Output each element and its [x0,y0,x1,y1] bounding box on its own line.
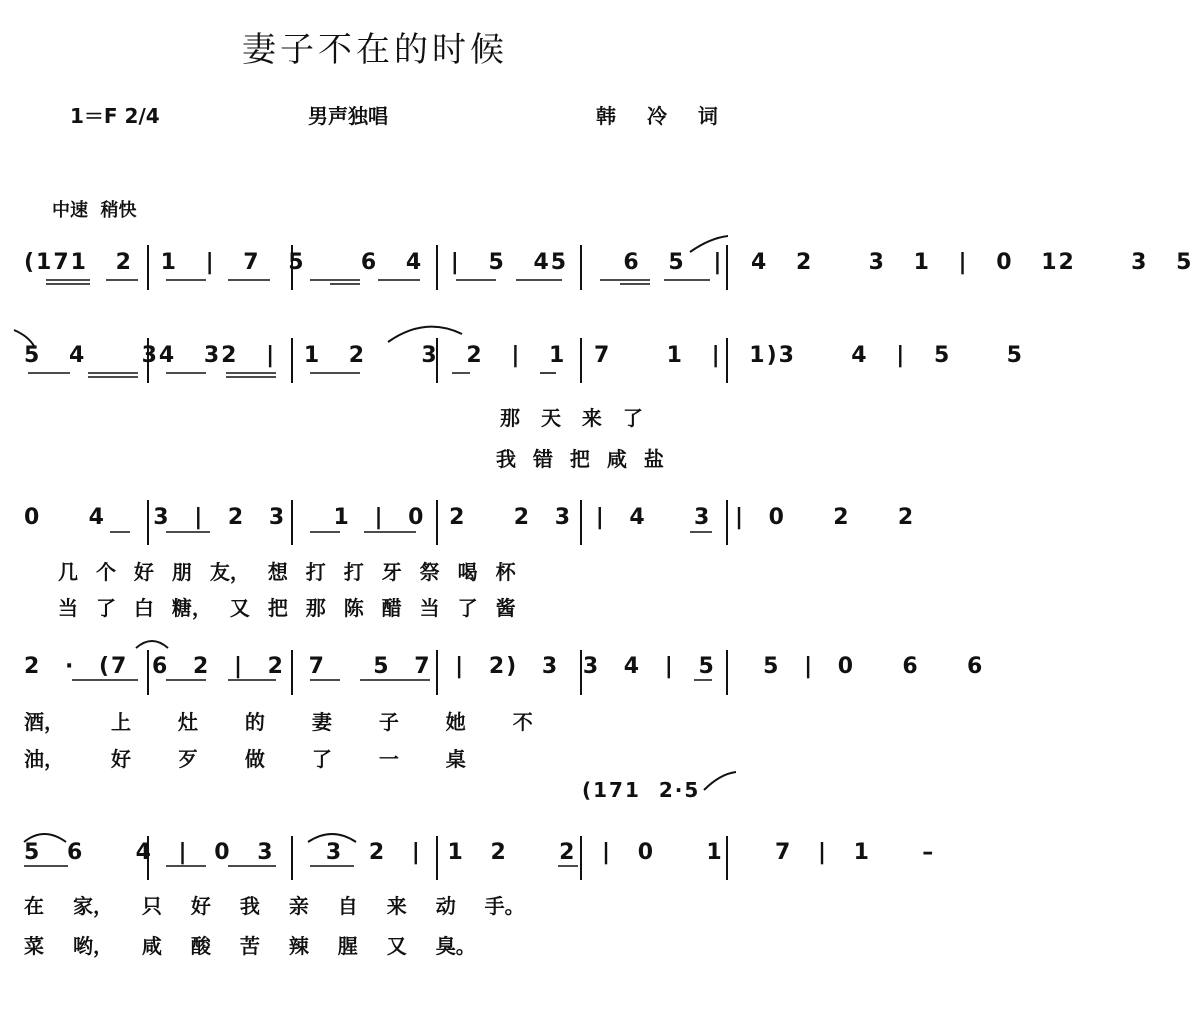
system-3-lyrics-verse-1: 几 个 好 朋 友， 想 打 打 牙 祭 喝 杯 [58,560,516,584]
time-signature: 2/4 [124,104,160,128]
tempo-marking: 中速 稍快 [52,200,137,221]
performance-type: 男声独唱 [308,104,388,128]
system-2-lyrics-verse-2: 我 错 把 咸 盐 [496,447,664,471]
system-3-notes: 0 4 3 | 2 3 1 | 0 2 2 3 | 4 3 | 0 2 2 [24,505,916,530]
system-4-lyrics-verse-1: 酒， 上 灶 的 妻 子 她 不 [24,710,533,734]
lyricist-credit: 韩 冷 词 [596,104,730,128]
system-1-notes: (171 2 1 | 7 5 6 4 | 5 45 6 5 | 4 2 3 1 | 0 12 3 5 [24,250,1193,275]
system-5-notes: 5 6 4 | 0 3 3 2 | 1 2 2 | 0 1 7 | 1 – [24,840,936,865]
system-4-lyrics-verse-2: 油， 好 歹 做 了 一 桌 [24,747,466,771]
system-4-notes: 2 · (7 6 2 | 2 7 5 7 | 2) 3 3 4 | 5 5 | 0 6 6 [24,654,985,679]
system-4-pickup-notes: (171 2·5 [582,778,701,802]
key-signature: 1＝F 2/4 [70,104,160,128]
system-2-notes: 5 4 34 32 | 1 2 3 2 | 1 7 1 | 1)3 4 | 5 5 [24,343,1024,368]
system-2-lyrics-verse-1: 那 天 来 了 [500,406,643,430]
system-3-lyrics-verse-2: 当 了 白 糖， 又 把 那 陈 醋 当 了 酱 [58,596,516,620]
system-5-lyrics-verse-2: 菜 哟， 咸 酸 苦 辣 腥 又 臭。 [24,934,476,958]
system-5-lyrics-verse-1: 在 家， 只 好 我 亲 自 来 动 手。 [24,894,525,918]
song-title: 妻子不在的时候 [242,30,508,70]
